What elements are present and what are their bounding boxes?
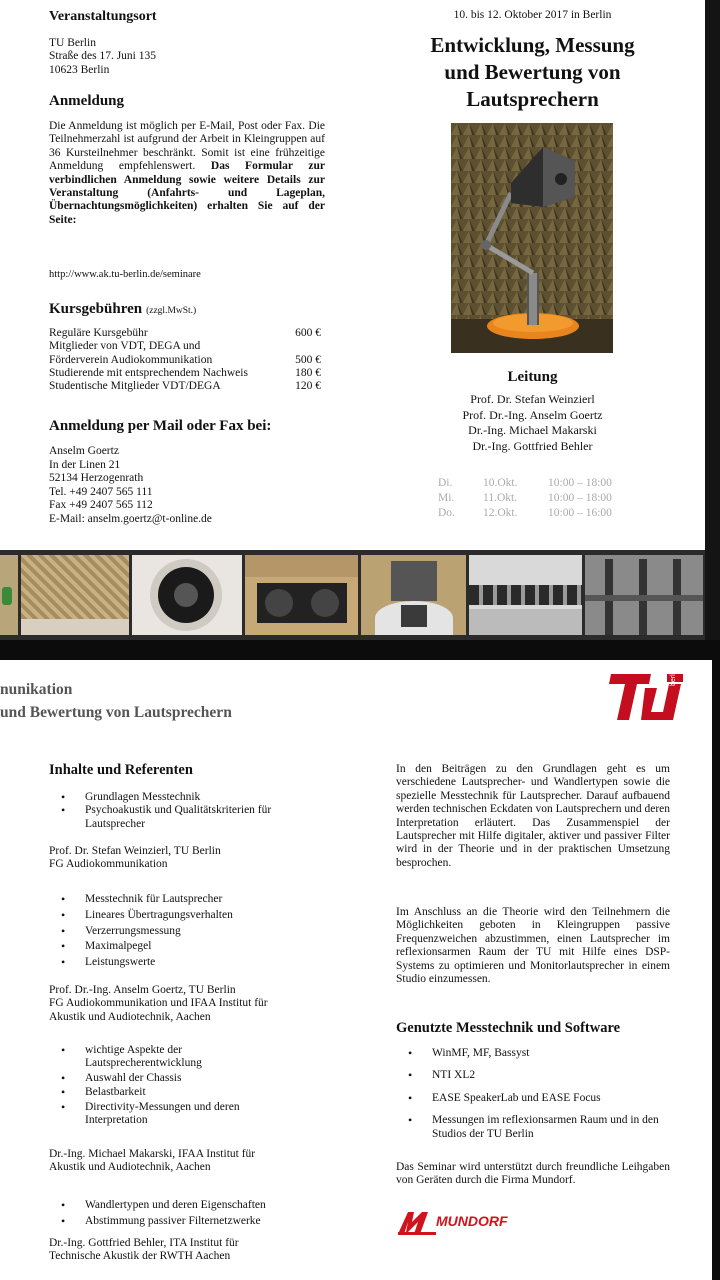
event-title [360, 32, 705, 113]
sponsor-paragraph: Das Seminar wird unterstützt durch freundliche Leihgaben von Geräten durch die Firma Mundorf. [396, 1161, 670, 1187]
list-item: • wichtige Aspekte der Lautsprecherentwicklung [49, 1044, 289, 1071]
venue-line: 10623 Berlin [49, 63, 110, 76]
list-item: • Abstimmung passiver Filternetzwerke [49, 1213, 304, 1229]
header-line-2: und Bewertung von Lautsprechern [0, 704, 232, 721]
fee-row [49, 380, 321, 393]
fees-table [49, 327, 321, 393]
photo-speaker-cabinet [245, 555, 358, 635]
ref-line: Akustik und Audiotechnik, Aachen [49, 1161, 211, 1174]
ref-line: Prof. Dr. Stefan Weinzierl, TU Berlin [49, 845, 221, 857]
flyer-outer-page [0, 0, 705, 640]
schedule-day: Do. [438, 507, 455, 519]
venue-line: TU Berlin [49, 37, 96, 49]
contact-email[interactable]: E-Mail: anselm.goertz@t-online.de [49, 512, 212, 525]
contact-line: In der Linen 21 [49, 458, 121, 471]
contents-group-3 [49, 1044, 289, 1127]
photo-anechoic-edge [0, 555, 18, 635]
ref-line: Akustik und Audiotechnik, Aachen [49, 1010, 211, 1023]
photo-studio-stands [585, 555, 703, 635]
photo-strip [0, 550, 705, 640]
page-edge-dark-bottom [712, 660, 720, 1280]
leitung-name: Dr.-Ing. Michael Makarski [468, 423, 597, 438]
venue-heading: Veranstaltungsort [49, 9, 157, 24]
fee-label: Reguläre Kursgebühr [49, 327, 148, 339]
fees-heading [49, 300, 196, 318]
schedule-date: 11.Okt. [483, 492, 518, 504]
leitung-name: Prof. Dr.-Ing. Anselm Goertz [462, 407, 603, 422]
list-item: • Maximalpegel [49, 939, 304, 955]
fee-price: 120 € [295, 380, 321, 393]
contact-line: Fax +49 2407 565 112 [49, 499, 153, 512]
schedule-day: Mi. [438, 492, 455, 504]
list-item: • NTI XL2 [396, 1069, 676, 1082]
contact-line: Tel. +49 2407 565 111 [49, 485, 153, 498]
list-item: • Messtechnik für Lautsprecher [49, 892, 304, 908]
photo-measurement-setup [361, 555, 466, 635]
title-line: Entwicklung, Messung [430, 33, 635, 57]
fee-label: Studierende mit entsprechendem Nachweis [49, 366, 248, 379]
schedule-row [438, 491, 612, 506]
photo-absorber-wall [21, 555, 129, 635]
contact-address [49, 445, 212, 527]
venue-address [49, 37, 156, 77]
ref-line: Technische Akustik der RWTH Aachen [49, 1250, 231, 1263]
fee-price: 600 € [295, 327, 321, 339]
list-item: • Grundlagen Messtechnik [49, 791, 304, 804]
registration-text-bold: Das Formular zur verbindlichen Anmeldung sowie weitere Details zur Veranstaltung (Anfahrts- und Lageplan, Übernachtungsmöglichkeiten) erhalten Sie auf der Seite: [49, 160, 325, 226]
ref-line: Dr.-Ing. Gottfried Behler, ITA Institut für [49, 1237, 239, 1249]
fees-heading-note: (zzgl.MwSt.) [146, 306, 197, 316]
speaker-ref-2 [49, 984, 268, 1024]
contact-heading: Anmeldung per Mail oder Fax bei: [49, 418, 272, 434]
schedule-row [438, 476, 612, 491]
intro-paragraph: In den Beiträgen zu den Grundlagen geht es um verschiedene Lautsprecher- und Wandlertypen sowie die spezielle Messtechnik für Lautsprecher. Darauf aufbauend werden technischen Eckdaten von Lautsprechern und deren Interpretation erläutert. Das Zusammenspiel der Lautsprecher mit Hilfe digitaler, aktiver und passiver Filter wird in der Theorie und in der praktischen Umsetzung besprochen. [396, 763, 670, 869]
list-item: • Auswahl der Chassis [49, 1072, 289, 1085]
schedule-time: 10:00 – 16:00 [548, 507, 612, 519]
contents-heading: Inhalte und Referenten [49, 762, 193, 778]
mundorf-logo-text: MUNDORF [436, 1213, 508, 1229]
fee-price: 500 € [295, 353, 321, 366]
page-edge-dark [705, 0, 720, 640]
leitung-name: Prof. Dr. Stefan Weinzierl [470, 392, 595, 406]
list-item: • Lineares Übertragungsverhalten [49, 908, 304, 924]
list-item: • Verzerrungsmessung [49, 924, 304, 940]
list-item: • Leistungswerte [49, 955, 304, 971]
list-item: • Wandlertypen und deren Eigenschaften [49, 1197, 304, 1213]
list-item: • Directivity-Messungen und deren Interpretation [49, 1101, 289, 1128]
list-item: • EASE SpeakerLab und EASE Focus [396, 1092, 676, 1105]
tools-list [396, 1047, 676, 1141]
ref-line: FG Audiokommunikation und IFAA Institut für [49, 997, 268, 1010]
schedule-date: 10.Okt. [483, 477, 518, 489]
registration-text [49, 120, 325, 227]
contact-line: 52134 Herzogenrath [49, 472, 144, 485]
ref-line: FG Audiokommunikation [49, 858, 168, 871]
registration-heading: Anmeldung [49, 93, 125, 109]
registration-text-plain: Die Anmeldung ist möglich per E-Mail, Post oder Fax. Die Teilnehmerzahl ist aufgrund der Arbeit in Kleingruppen auf 36 Kursteilnehmer beschränkt. Somit ist eine frühzeitige Anmeldung empfehlenswert. [49, 120, 325, 173]
leitung-name: Dr.-Ing. Gottfried Behler [472, 438, 593, 453]
schedule-row [438, 506, 612, 521]
list-item: • Psychoakustik und Qualitätskriterien für Lautsprecher [49, 804, 304, 831]
tu-berlin-logo [607, 668, 685, 722]
list-item: • Belastbarkeit [49, 1086, 289, 1099]
speaker-ref-1 [49, 845, 221, 872]
schedule-day: Di. [438, 477, 453, 489]
schedule-table [438, 476, 612, 521]
page-separator [0, 640, 720, 660]
title-line: und Bewertung von [444, 60, 621, 84]
fee-price: 180 € [295, 366, 321, 379]
anechoic-chamber-photo [451, 123, 613, 353]
fee-label: Förderverein Audiokommunikation [49, 353, 213, 366]
contents-group-1 [49, 791, 304, 831]
mundorf-logo [396, 1208, 546, 1238]
ref-line: Prof. Dr.-Ing. Anselm Goertz, TU Berlin [49, 984, 236, 996]
list-item: • Messungen im reflexionsarmen Raum und in den Studios der TU Berlin [396, 1114, 676, 1141]
fee-row [49, 327, 321, 340]
tu-logo-side-text: berlin [670, 668, 677, 686]
fee-row [49, 340, 321, 353]
leitung-names [360, 392, 705, 454]
schedule-time: 10:00 – 18:00 [548, 477, 612, 489]
contents-group-2 [49, 892, 304, 971]
fees-heading-title: Kursgebühren [49, 301, 143, 317]
event-date-line: 10. bis 12. Oktober 2017 in Berlin [453, 9, 612, 21]
leitung-heading: Leitung [507, 369, 558, 385]
title-line: Lautsprechern [466, 87, 599, 111]
speaker-ref-4 [49, 1237, 239, 1264]
photo-speaker-driver [132, 555, 242, 635]
speaker-ref-3 [49, 1148, 255, 1175]
schedule-time: 10:00 – 18:00 [548, 492, 612, 504]
tools-heading: Genutzte Messtechnik und Software [396, 1020, 621, 1036]
fee-label: Mitglieder von VDT, DEGA und [49, 340, 201, 353]
practice-paragraph: Im Anschluss an die Theorie wird den Teilnehmern die Möglichkeiten geboten in Kleingruppen passive Frequenzweichen abzustimmen, einen Lautsprecher im reflexionsarmen Raum der TU mit Hilfe eines DSP-Systems zu optimieren und Monitorlautsprecher in einem Studio einzumessen. [396, 906, 670, 986]
fee-row [49, 367, 321, 380]
seminar-url-link[interactable]: http://www.ak.tu-berlin.de/seminare [49, 269, 201, 280]
photo-speaker-row [469, 555, 582, 635]
list-item: • WinMF, MF, Bassyst [396, 1047, 676, 1060]
header-line-1: nunikation [0, 681, 73, 698]
fee-row [49, 354, 321, 367]
schedule-date: 12.Okt. [483, 507, 518, 519]
venue-line: Straße des 17. Juni 135 [49, 50, 157, 63]
fee-label: Studentische Mitglieder VDT/DEGA [49, 380, 221, 393]
contents-group-4 [49, 1197, 304, 1229]
flyer-inner-page [0, 660, 712, 1280]
contact-line: Anselm Goertz [49, 445, 119, 457]
ref-line: Dr.-Ing. Michael Makarski, IFAA Institut für [49, 1148, 256, 1160]
